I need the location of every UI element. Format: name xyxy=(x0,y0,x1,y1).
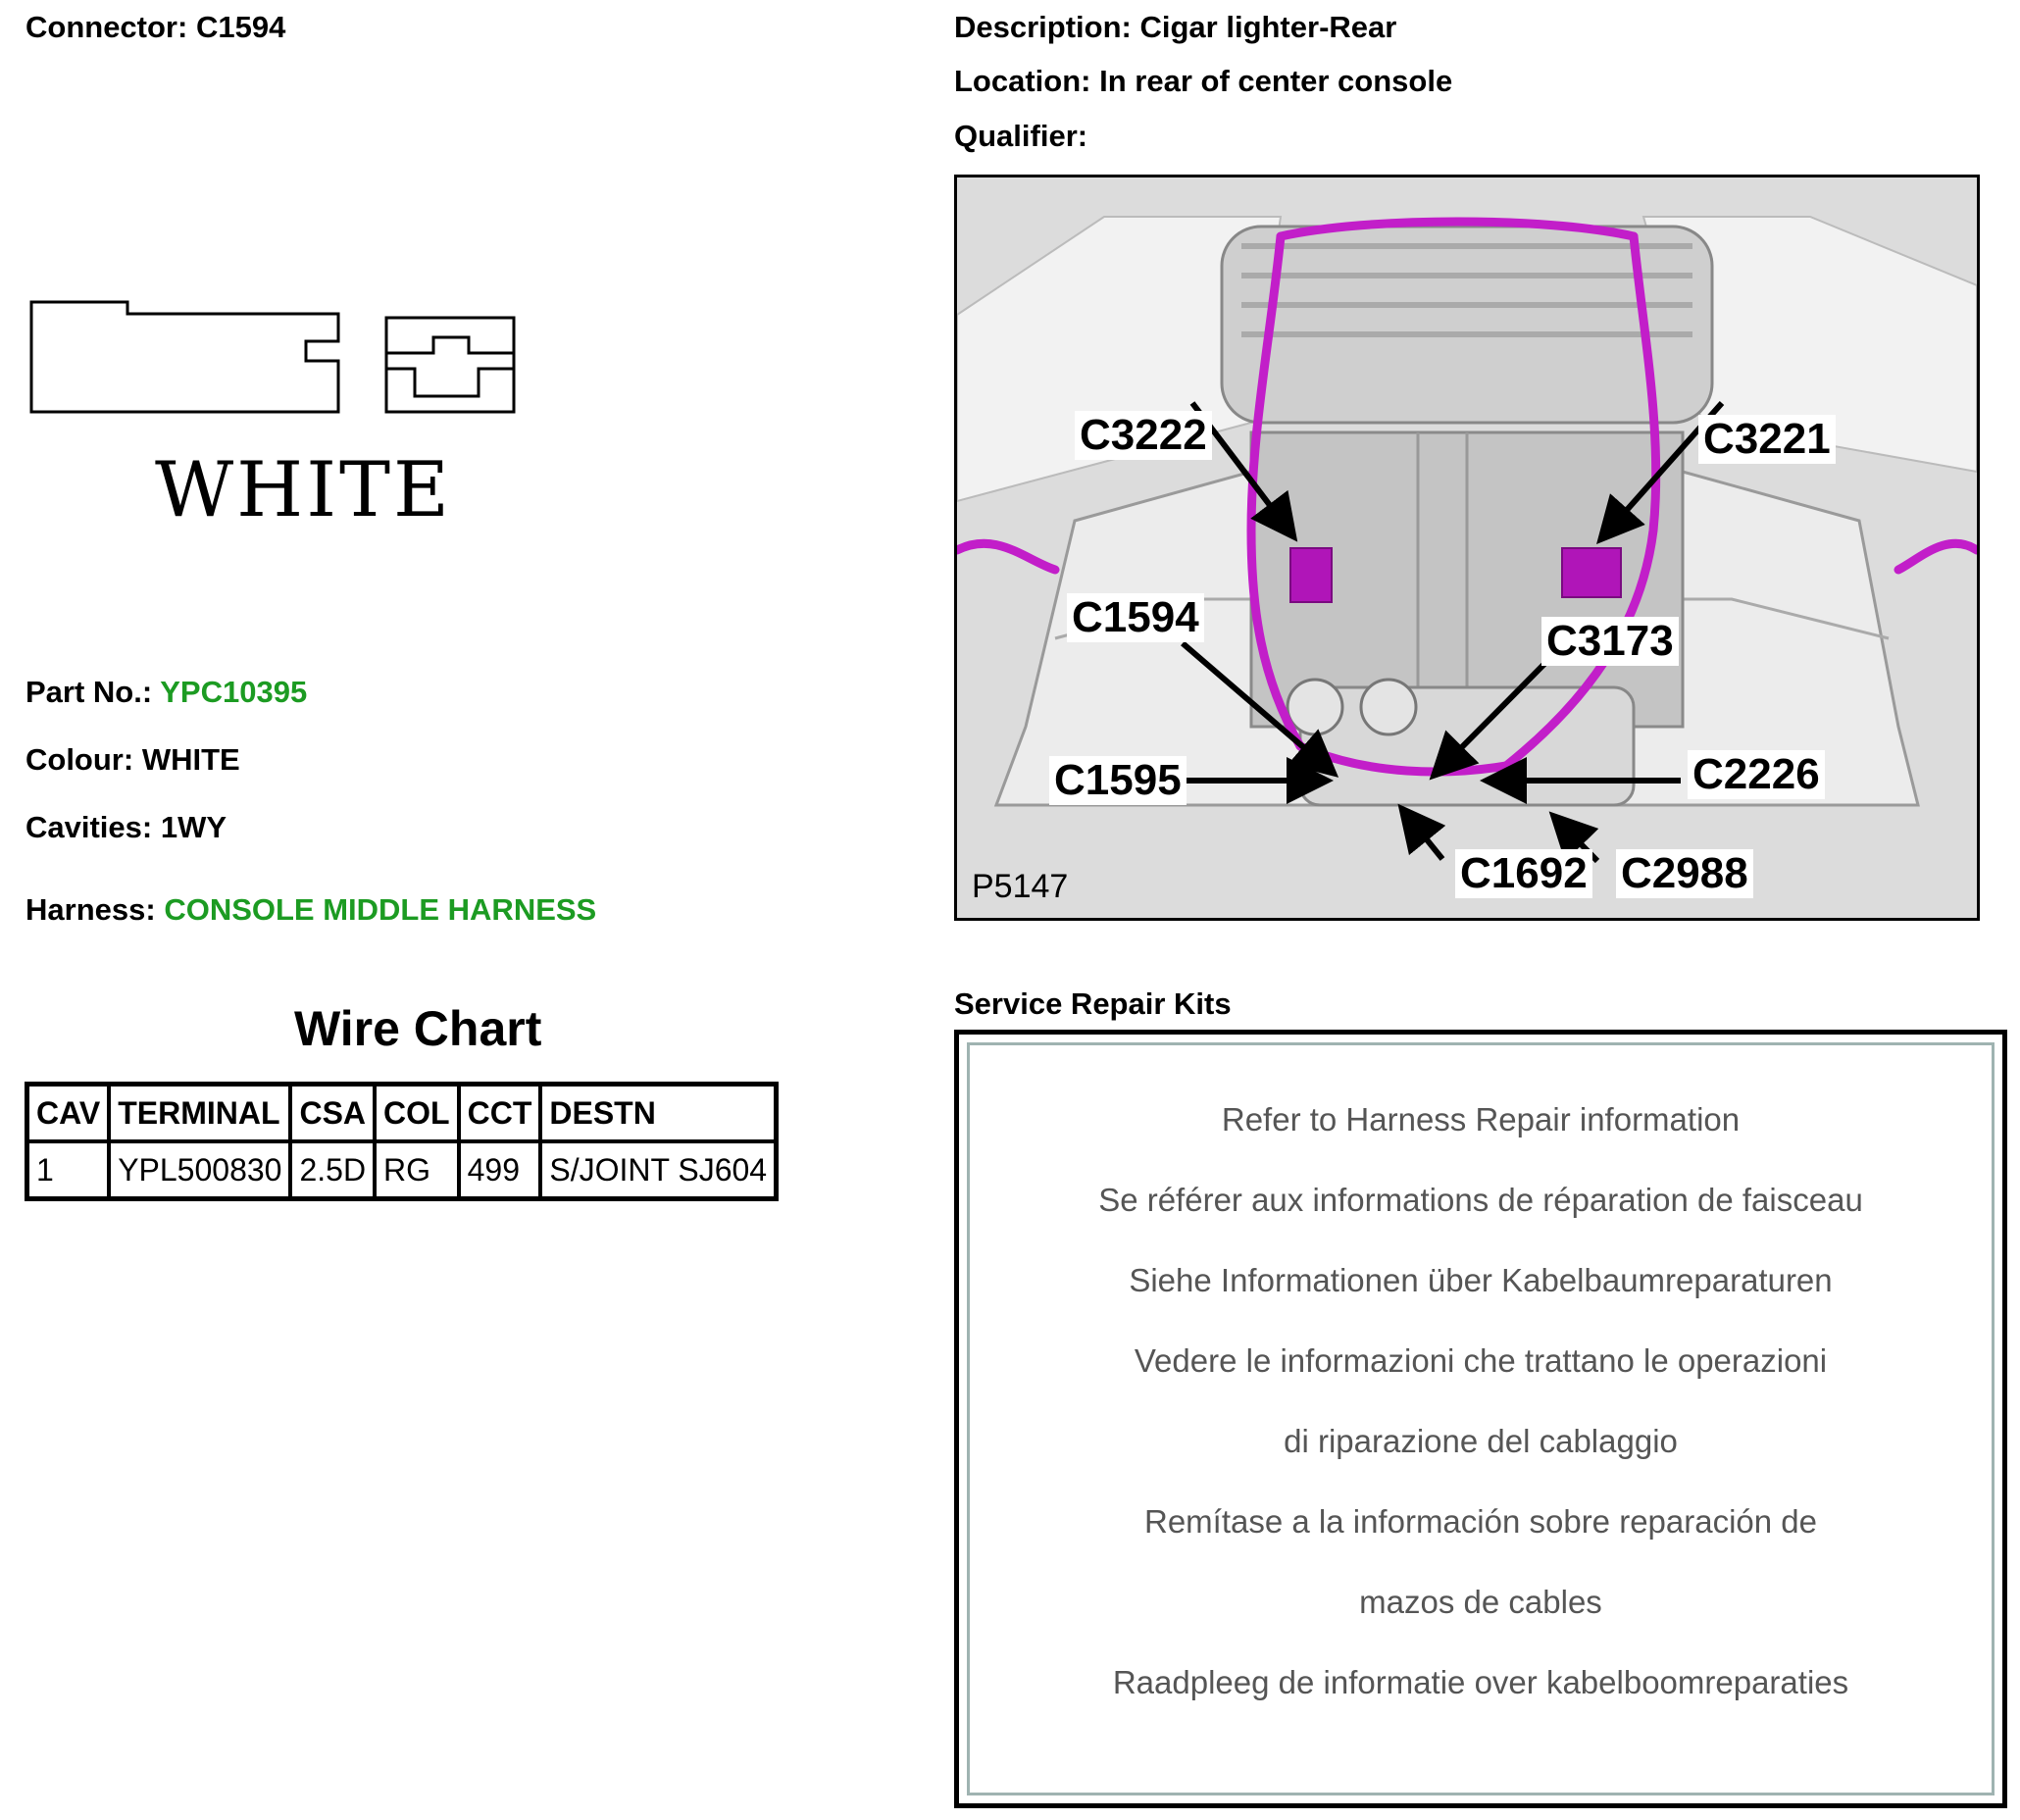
cavities-row xyxy=(25,810,227,845)
service-repair-kits-inner xyxy=(967,1042,1995,1795)
qualifier-row xyxy=(954,119,1087,154)
wire-chart-header-row xyxy=(27,1085,777,1142)
cavities-value: 1WY xyxy=(160,810,227,844)
callout-c1692: C1692 xyxy=(1455,849,1592,898)
callout-c3222: C3222 xyxy=(1075,411,1212,460)
col-header-col: COL xyxy=(375,1085,459,1142)
connector-value: C1594 xyxy=(195,10,286,44)
location-value: In rear of center console xyxy=(1099,64,1453,98)
col-header-terminal: TERMINAL xyxy=(109,1085,290,1142)
connector-terminal-outline xyxy=(386,318,514,412)
part-number-row xyxy=(25,675,307,710)
description-row xyxy=(954,10,1396,45)
cell-cct: 499 xyxy=(459,1141,541,1199)
kit-line-es-2: mazos de cables xyxy=(1359,1584,1602,1620)
cell-terminal: YPL500830 xyxy=(109,1141,290,1199)
col-header-destn: DESTN xyxy=(540,1085,776,1142)
col-header-cav: CAV xyxy=(27,1085,110,1142)
connector-cavity-shape xyxy=(386,337,514,396)
qualifier-label: Qualifier: xyxy=(954,119,1088,153)
wire-chart-table xyxy=(25,1082,779,1201)
colour-label: Colour: xyxy=(25,742,134,777)
harness-link[interactable]: CONSOLE MIDDLE HARNESS xyxy=(164,892,597,927)
description-label: Description: xyxy=(954,10,1132,44)
col-header-cct: CCT xyxy=(459,1085,541,1142)
kit-line-it-2: di riparazione del cablaggio xyxy=(1284,1423,1678,1459)
callout-c2988: C2988 xyxy=(1616,849,1753,898)
kit-line-en: Refer to Harness Repair information xyxy=(1221,1101,1741,1138)
colour-value: WHITE xyxy=(141,742,240,777)
kit-line-it-1: Vedere le informazioni che trattano le operazioni xyxy=(1134,1342,1828,1379)
kit-line-nl: Raadpleeg de informatie over kabelboomreparaties xyxy=(1112,1664,1849,1700)
image-reference-label: P5147 xyxy=(972,868,1069,905)
table-row xyxy=(27,1141,777,1199)
location-row xyxy=(954,64,1452,99)
description-value: Cigar lighter-Rear xyxy=(1139,10,1397,44)
callout-c1595: C1595 xyxy=(1049,756,1187,805)
harness-row xyxy=(25,892,596,928)
part-number-link[interactable]: YPC10395 xyxy=(160,675,308,709)
wire-chart-title: Wire Chart xyxy=(294,1001,542,1056)
connector-location-image xyxy=(954,175,1980,921)
cell-csa: 2.5D xyxy=(290,1141,375,1199)
col-header-csa: CSA xyxy=(290,1085,375,1142)
callout-c1594: C1594 xyxy=(1067,593,1204,642)
connector-colour-word: WHITE xyxy=(155,446,452,534)
harness-label: Harness: xyxy=(25,892,156,927)
location-illustration xyxy=(957,177,1977,918)
connector-heading xyxy=(25,10,285,45)
callout-c3221: C3221 xyxy=(1698,415,1836,464)
callout-c2226: C2226 xyxy=(1688,750,1825,799)
colour-row xyxy=(25,742,240,778)
service-repair-kits-title: Service Repair Kits xyxy=(954,986,1232,1021)
location-label: Location: xyxy=(954,64,1091,98)
connector-housing-outline xyxy=(31,302,338,412)
connector-face-diagram xyxy=(29,294,520,422)
kit-line-de: Siehe Informationen über Kabelbaumreparaturen xyxy=(1129,1262,1833,1298)
cell-col: RG xyxy=(375,1141,459,1199)
cell-destn[interactable]: S/JOINT SJ604 xyxy=(540,1141,776,1199)
connector-label: Connector: xyxy=(25,10,188,44)
kit-line-fr: Se référer aux informations de réparation de faisceau xyxy=(1098,1182,1863,1218)
cell-cav: 1 xyxy=(27,1141,110,1199)
part-label: Part No.: xyxy=(25,675,153,709)
callout-c3173: C3173 xyxy=(1541,617,1679,666)
service-repair-kits-box xyxy=(954,1030,2007,1808)
cavities-label: Cavities: xyxy=(25,810,153,844)
kit-line-es-1: Remítase a la información sobre reparación de xyxy=(1143,1503,1818,1540)
